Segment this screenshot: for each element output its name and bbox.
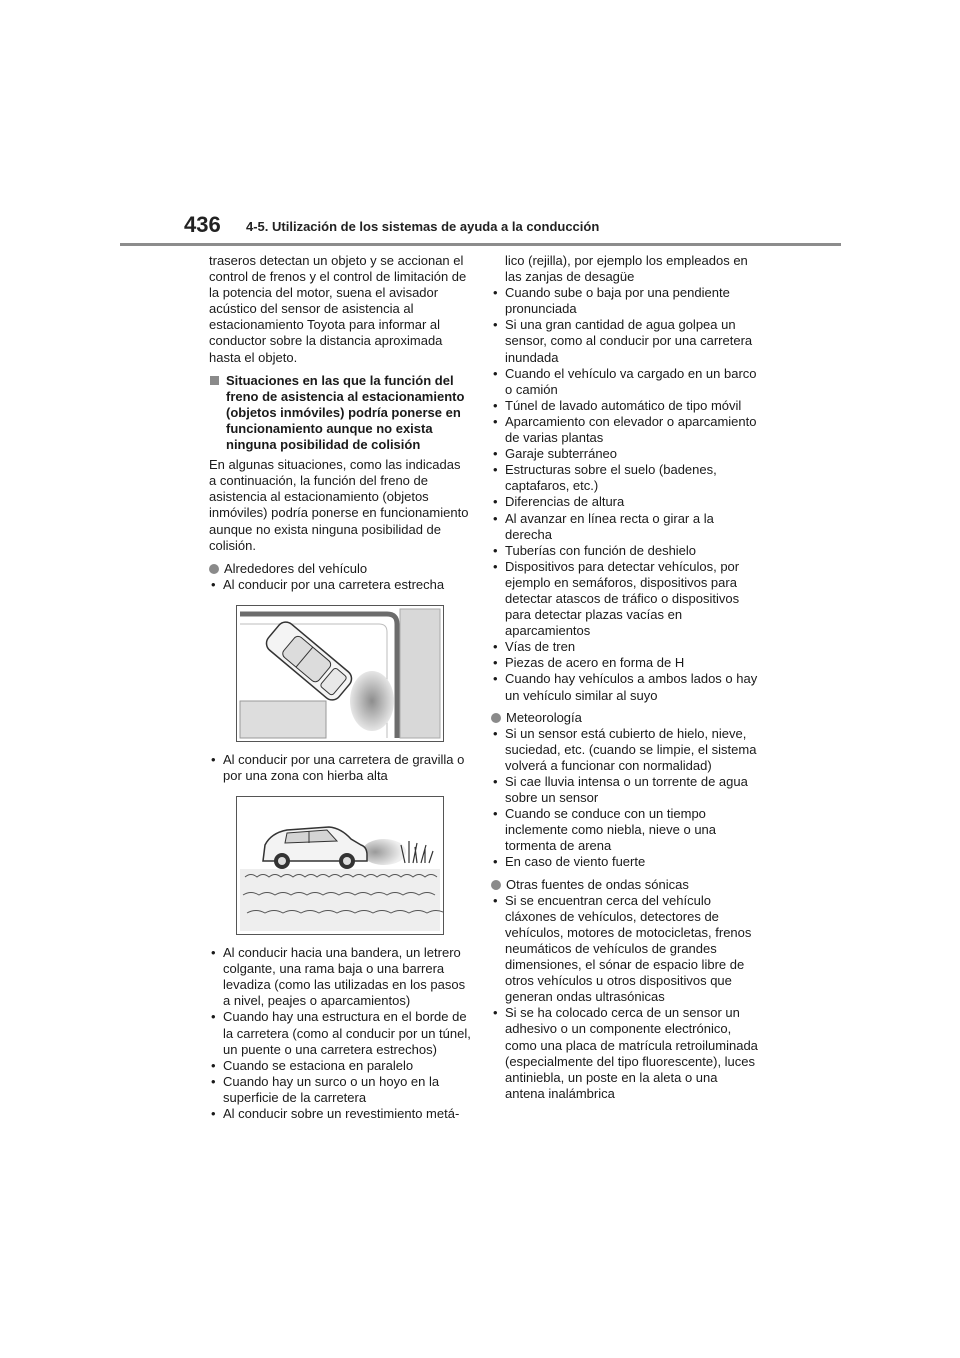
- list-item: • Cuando sube o baja por una pendiente pronunciada: [491, 285, 759, 317]
- continued-list: [491, 253, 759, 704]
- section-body: En algunas situaciones, como las indicadas a continuación, la función del freno de asistencia al estacionamiento (objetos inmóviles) podría ponerse en funcionamiento aunque no exista ninguna posibilidad de colisión.: [209, 457, 469, 553]
- section-title: Situaciones en las que la función del freno de asistencia al estacionamiento (objetos inmóviles) podría ponerse en funcionamiento aunque no exista ninguna posibilidad de colisión: [226, 372, 465, 453]
- list-item: • Al avanzar en línea recta o girar a la derecha: [491, 511, 759, 543]
- gravel-road-svg: [237, 797, 443, 934]
- circle-bullet-icon: [491, 880, 501, 890]
- list-item: • Túnel de lavado automático de tipo móvil: [491, 398, 759, 414]
- list-item: • Cuando hay vehículos a ambos lados o hay un vehículo similar al suyo: [491, 671, 759, 703]
- square-bullet-icon: [210, 376, 219, 385]
- list-item: • Al conducir hacia una bandera, un letrero colgante, una rama baja o una barrera levadiza (como las utilizadas en los pasos a nivel, peajes o aparcamientos): [209, 945, 471, 1009]
- list-item: • Si una gran cantidad de agua golpea un sensor, como al conducir por una carretera inundada: [491, 317, 759, 365]
- list-item: • Al conducir sobre un revestimiento metá-: [209, 1106, 471, 1122]
- narrow-road-illustration: [236, 605, 444, 742]
- list-item: • Estructuras sobre el suelo (badenes, captafaros, etc.): [491, 462, 759, 494]
- list-item: • Al conducir por una carretera estrecha: [209, 577, 471, 593]
- list-item: • Cuando hay un surco o un hoyo en la superficie de la carretera: [209, 1074, 471, 1106]
- left-column: [209, 253, 471, 1122]
- list-item: • Al conducir por una carretera de gravilla o por una zona con hierba alta: [209, 752, 471, 784]
- list-item: • Piezas de acero en forma de H: [491, 655, 759, 671]
- list-item: • Si cae lluvia intensa o un torrente de agua sobre un sensor: [491, 774, 759, 806]
- right-column: [491, 253, 759, 1108]
- group-heading-weather: [491, 710, 759, 726]
- group-title: Meteorología: [506, 709, 582, 725]
- narrow-road-svg: [237, 606, 443, 741]
- group-title: Alrededores del vehículo: [224, 560, 368, 576]
- header-title: 4-5. Utilización de los sistemas de ayuda a la conducción: [246, 219, 600, 234]
- sonic-group: [491, 877, 759, 1102]
- weather-group: [491, 710, 759, 871]
- list-item: • Tuberías con función de deshielo: [491, 543, 759, 559]
- list-item: • Vías de tren: [491, 639, 759, 655]
- list-item: • Dispositivos para detectar vehículos, por ejemplo en semáforos, dispositivos para detectar atascos de tráfico o dispositivos para detectar plazas vacías en aparcamientos: [491, 559, 759, 639]
- circle-bullet-icon: [491, 713, 501, 723]
- list-item: • Diferencias de altura: [491, 494, 759, 510]
- list-items-3: [209, 945, 471, 1122]
- page-number: 436: [184, 212, 221, 237]
- list-item: • Cuando hay una estructura en el borde de la carretera (como al conducir por un túnel, un puente o una carretera estrechos): [209, 1009, 471, 1057]
- circle-bullet-icon: [209, 564, 219, 574]
- group-heading-sonic: [491, 877, 759, 893]
- list-item: • Si un sensor está cubierto de hielo, nieve, suciedad, etc. (cuando se limpie, el sistema volverá a funcionar con normalidad): [491, 726, 759, 774]
- gravel-road-illustration: [236, 796, 444, 935]
- list-item: • Aparcamiento con elevador o aparcamiento de varias plantas: [491, 414, 759, 446]
- intro-paragraph: traseros detectan un objeto y se accionan el control de frenos y el control de limitación de la potencia del motor, suena el avisador acústico del sensor de asistencia al estacionamiento Toyota para informar al conductor sobre la distancia aproximada hasta el objeto.: [209, 253, 467, 365]
- header-rule: [120, 243, 841, 246]
- list-item: • Cuando el vehículo va cargado en un barco o camión: [491, 366, 759, 398]
- list-item: • Cuando se conduce con un tiempo inclemente como niebla, nieve o una tormenta de arena: [491, 806, 759, 854]
- list-item: • Cuando se estaciona en paralelo: [209, 1058, 471, 1074]
- list-item: • Garaje subterráneo: [491, 446, 759, 462]
- group-title: Otras fuentes de ondas sónicas: [506, 876, 689, 892]
- group-heading-surroundings: [209, 561, 471, 577]
- list-item: • Si se ha colocado cerca de un sensor un adhesivo o un componente electrónico, como una placa de matrícula retroiluminada (especialmente del tipo fluorescente), luces antiniebla, un poste en la aleta o una antena inalámbrica: [491, 1005, 759, 1102]
- list-item: • Si se encuentran cerca del vehículo cláxones de vehículos, detectores de vehículos, motores de motocicletas, frenos neumáticos de vehículos de grandes dimensiones, el sónar de espacio libre de otros vehículos u otros dispositivos que generan ondas ultrasónicas: [491, 893, 759, 1006]
- section-heading: [209, 373, 471, 453]
- list-item: lico (rejilla), por ejemplo los empleados en las zanjas de desagüe: [505, 253, 748, 285]
- list-item: • En caso de viento fuerte: [491, 854, 759, 870]
